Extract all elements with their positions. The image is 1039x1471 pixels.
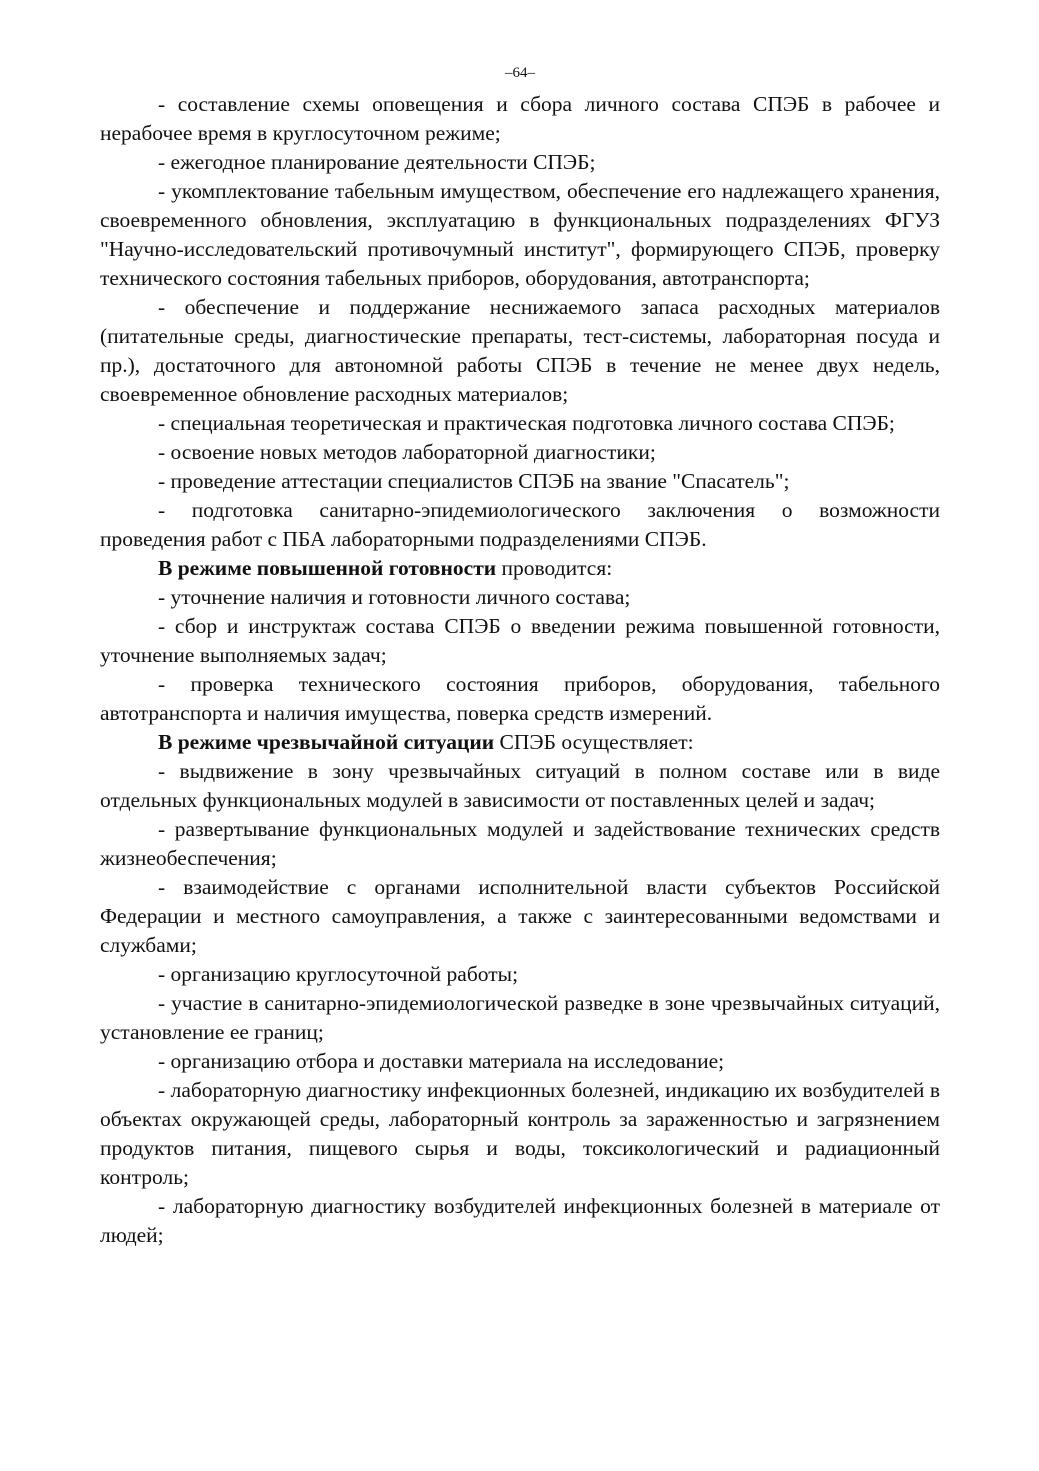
paragraph: - сбор и инструктаж состава СПЭБ о введении режима повышенной готовности, уточнение выполняемых задач; (100, 614, 940, 667)
paragraph: - организацию отбора и доставки материала на исследование; (158, 1049, 725, 1073)
paragraph: - освоение новых методов лабораторной диагностики; (158, 440, 656, 464)
paragraph: - развертывание функциональных модулей и задействование технических средств жизнеобеспечения; (100, 817, 940, 870)
paragraph: - участие в санитарно-эпидемиологической разведке в зоне чрезвычайных ситуаций, установление ее границ; (100, 991, 940, 1044)
paragraph: - специальная теоретическая и практическая подготовка личного состава СПЭБ; (158, 411, 895, 435)
paragraph: - подготовка санитарно-эпидемиологического заключения о возможности проведения работ с ПБА лабораторными подразделениями СПЭБ. (100, 498, 940, 551)
paragraph: - организацию круглосуточной работы; (158, 962, 519, 986)
paragraph: - обеспечение и поддержание неснижаемого запаса расходных материалов (питательные среды, диагностические препараты, тест-системы, лабораторная посуда и пр.), достаточного для автономной работы СПЭБ в течение не менее двух недель, своевременное обновление расходных материалов; (100, 295, 940, 406)
document-page (100, 60, 940, 1250)
section-lead-bold: В режиме повышенной готовности (158, 556, 497, 580)
paragraph: - лабораторную диагностику инфекционных болезней, индикацию их возбудителей в объектах окружающей среды, лабораторный контроль за зараженностью и загрязнением продуктов питания, пищевого сырья и воды, токсикологический и радиационный контроль; (100, 1078, 940, 1189)
section-lead-paragraph: В режиме повышенной готовности проводится: (158, 556, 613, 580)
paragraph: - выдвижение в зону чрезвычайных ситуаций в полном составе или в виде отдельных функциональных модулей в зависимости от поставленных целей и задач; (100, 759, 940, 812)
paragraph: - ежегодное планирование деятельности СПЭБ; (158, 150, 596, 174)
paragraph: - проведение аттестации специалистов СПЭБ на звание "Спасатель"; (158, 469, 790, 493)
paragraph: - проверка технического состояния приборов, оборудования, табельного автотранспорта и наличия имущества, поверка средств измерений. (100, 672, 940, 725)
paragraph: - лабораторную диагностику возбудителей инфекционных болезней в материале от людей; (100, 1194, 940, 1247)
section-lead-bold: В режиме чрезвычайной ситуации (158, 730, 495, 754)
page-number: –64– (505, 65, 535, 81)
paragraph: - укомплектование табельным имуществом, обеспечение его надлежащего хранения, своевременного обновления, эксплуатацию в функциональных подразделениях ФГУЗ "Научно-исследовательский противочумный институт", формирующего СПЭБ, проверку технического состояния табельных приборов, оборудования, автотранспорта; (100, 179, 940, 290)
paragraph: - уточнение наличия и готовности личного состава; (158, 585, 631, 609)
paragraph: - составление схемы оповещения и сбора личного состава СПЭБ в рабочее и нерабочее время в круглосуточном режиме; (100, 92, 940, 145)
paragraph: - взаимодействие с органами исполнительной власти субъектов Российской Федерации и местного самоуправления, а также с заинтересованными ведомствами и службами; (100, 875, 940, 957)
section-lead-paragraph: В режиме чрезвычайной ситуации СПЭБ осуществляет: (158, 730, 694, 754)
